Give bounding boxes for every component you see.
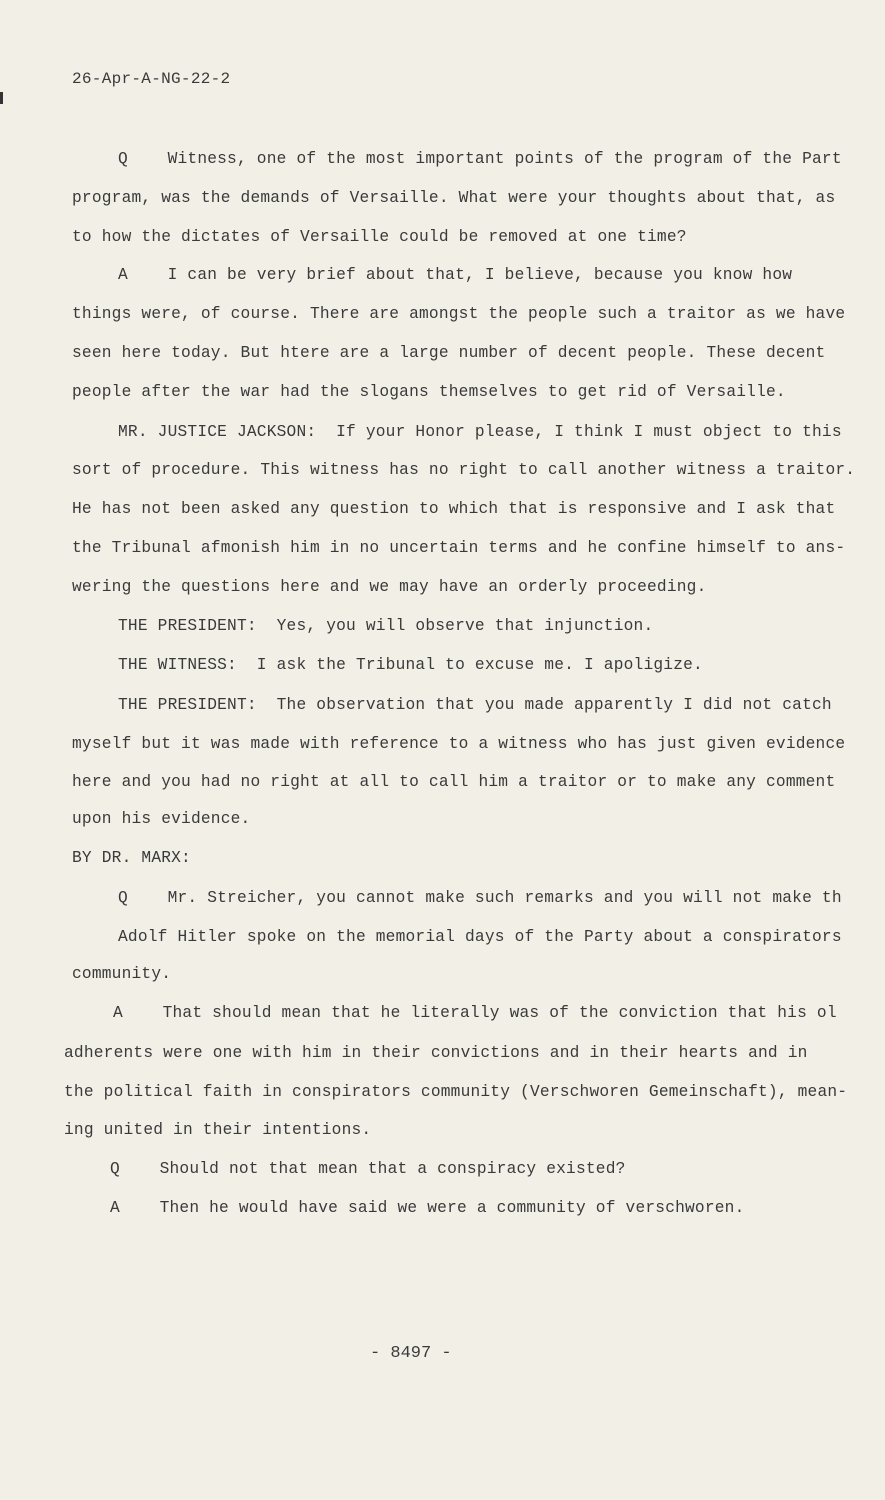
text-line: upon his evidence. [72, 810, 251, 828]
text-line: A Then he would have said we were a community of verschworen. [110, 1199, 745, 1217]
text-line: community. [72, 965, 172, 983]
text-line: adherents were one with him in their convictions and in their hearts and in [64, 1044, 808, 1062]
document-id: 26-Apr-A-NG-22-2 [72, 70, 231, 88]
speaker-line: MR. JUSTICE JACKSON: If your Honor please, I think I must object to this [118, 423, 842, 441]
page-number: - 8497 - [370, 1344, 452, 1363]
text-line: the political faith in conspirators community (Verschworen Gemeinschaft), mean- [64, 1083, 848, 1101]
speaker-line: THE PRESIDENT: Yes, you will observe that injunction. [118, 617, 654, 635]
text-line: sort of procedure. This witness has no right to call another witness a traitor. [72, 461, 856, 479]
text-line: A I can be very brief about that, I believe, because you know how [118, 266, 793, 284]
text-line: program, was the demands of Versaille. What were your thoughts about that, as [72, 189, 836, 207]
text-line: Q Mr. Streicher, you cannot make such remarks and you will not make th [118, 889, 842, 907]
text-line: ing united in their intentions. [64, 1121, 372, 1139]
text-line: myself but it was made with reference to a witness who has just given evidence [72, 735, 846, 753]
speaker-line: THE WITNESS: I ask the Tribunal to excuse me. I apoligize. [118, 656, 703, 674]
examiner-line: BY DR. MARX: [72, 849, 191, 867]
text-line: people after the war had the slogans themselves to get rid of Versaille. [72, 383, 786, 401]
text-line: Adolf Hitler spoke on the memorial days of the Party about a conspirators [118, 928, 842, 946]
margin-mark [0, 92, 3, 104]
text-line: A That should mean that he literally was of the conviction that his ol [113, 1004, 837, 1022]
speaker-line: THE PRESIDENT: The observation that you made apparently I did not catch [118, 696, 832, 714]
text-line: here and you had no right at all to call him a traitor or to make any comment [72, 773, 836, 791]
text-line: Q Should not that mean that a conspiracy existed? [110, 1160, 626, 1178]
text-line: the Tribunal afmonish him in no uncertain terms and he confine himself to ans- [72, 539, 846, 557]
text-line: He has not been asked any question to which that is responsive and I ask that [72, 500, 836, 518]
text-line: to how the dictates of Versaille could be removed at one time? [72, 228, 687, 246]
text-line: Q Witness, one of the most important points of the program of the Part [118, 150, 842, 168]
text-line: wering the questions here and we may have an orderly proceeding. [72, 578, 707, 596]
text-line: seen here today. But htere are a large number of decent people. These decent [72, 344, 826, 362]
text-line: things were, of course. There are amongst the people such a traitor as we have [72, 305, 846, 323]
